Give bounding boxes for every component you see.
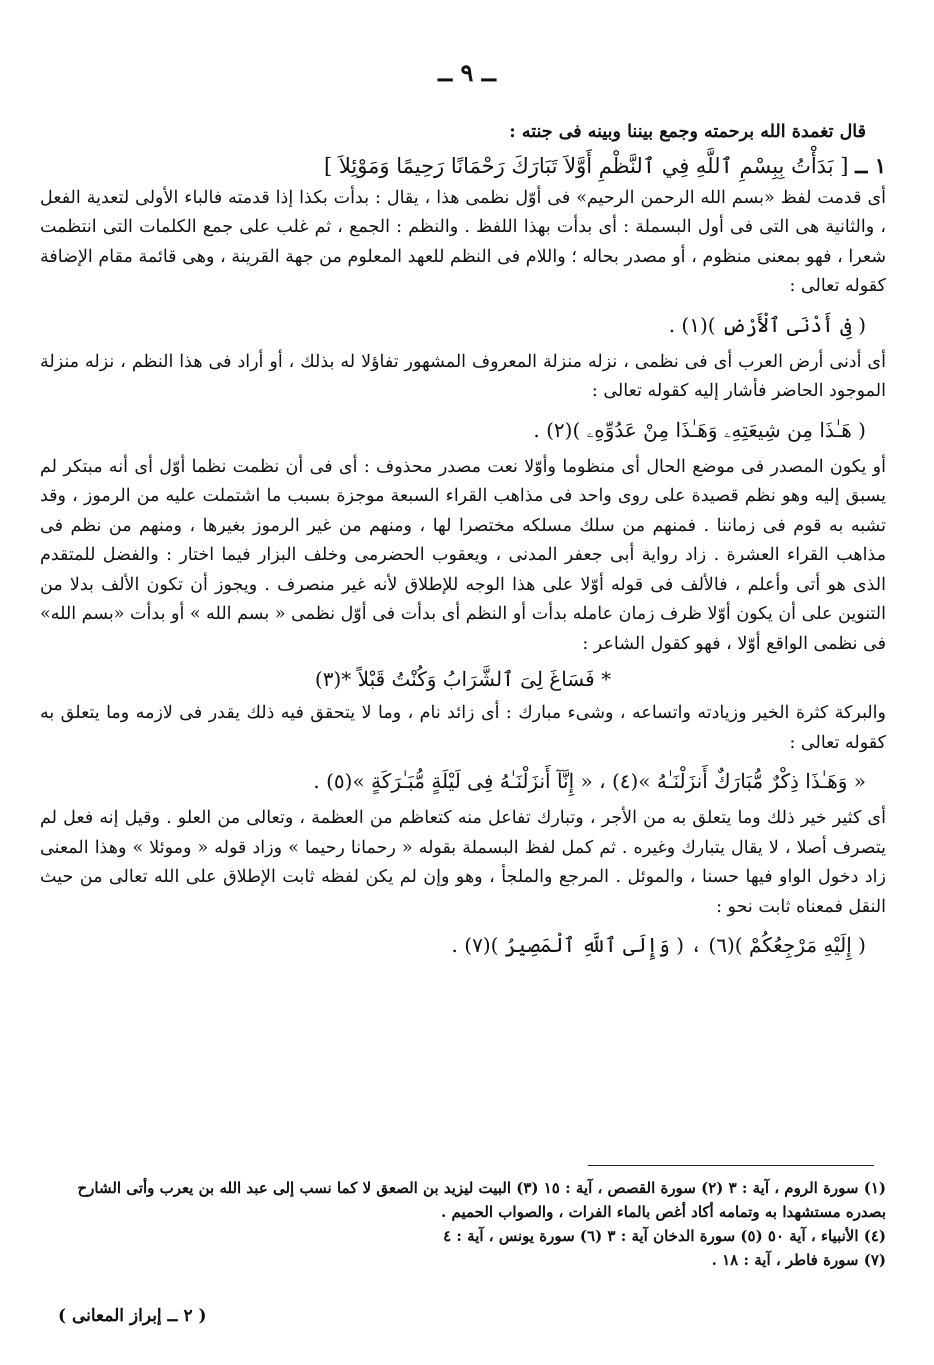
main-text [40, 118, 886, 968]
quran-quote: ( إِلَيْهِ مَرْجِعُكُمْ )(٦) ، ( وَإِلَى ٱللَّهِ ٱلْمَصِيرُ )(٧) . [451, 933, 866, 957]
intro-line: قال تغمدة الله برحمته وجمع بيننا وبينه فى جنته : [509, 122, 866, 142]
footnote-divider [588, 1165, 874, 1166]
quran-quote: ( هَـٰذَا مِن شِيعَتِهِۦ وَهَـٰذَا مِنْ عَدُوِّهِۦ )(٢) . [533, 417, 866, 442]
footnote-line: (٧) سورة فاطر ، آية : ١٨ . [711, 1251, 886, 1269]
commentary-paragraph: أى قدمت لفظ «بسم الله الرحمن الرحيم» فى أوّل نظمى هذا ، يقال : بدأت بكذا إذا قدمته فالباء الأولى لتعدية الفعل ، والثانية هى التى فى أول البسملة : أى بدأت بهذا اللفظ . والنظم : الجمع ، ثم غلب على جمع الكلمات التى انتظمت شعرا ، فهو بمعنى منظوم ، أو مصدر بحاله ؛ واللام فى النظم للعهد المعلوم من جهة القرينة ، وهى قائمة مقام الإضافة كقوله تعالى : [40, 187, 886, 296]
footnote-line: (١) سورة الروم ، آية : ٣ (٢) سورة القصص ، آية : ١٥ (٣) البيت ليزيد بن الصعق لا كما نسب إلى عبد الله بن يعرب وأتى الشارح بصدره مستشهدا به وتمامه أكاد أغص بالماء الفرات ، والصواب الحميم . [77, 1179, 886, 1221]
footnotes [40, 1176, 886, 1272]
commentary-paragraph: أى أدنى أرض العرب أى فى نظمى ، نزله منزلة المعروف المشهور تفاؤلا له بذلك ، أو أراد فى هذا النظم ، نزله منزلة الموجود الحاضر فأشار إليه كقوله تعالى : [40, 351, 886, 401]
verse-text: [ بَدَأْتُ بِبِسْمِ ٱللَّهِ فِي ٱلنَّظْمِ أَوَّلاَ تَبَارَكَ رَحْمَانًا رَحِيمًا وَمَوْئِلاَ ] [324, 153, 849, 178]
commentary-paragraph: أو يكون المصدر فى موضع الحال أى منظوما وأوّلا نعت مصدر محذوف : أى فى أن نظمت نظما أوّل أى أنه مبتكر لم يسبق إليه وهو نظم قصيدة على روى واحد فى مذاهب القراء السبعة موجزة بسبب ما اشتملت عليه من الرموز ، وقد تشبه به قوم فى زماننا . فمنهم من سلك مسلكه مختصرا لها ، ومنهم من غير الرموز بغيرها ، ومنهم من نظم فى مذاهب القراء العشرة . زاد رواية أبى جعفر المدنى ، ويعقوب الحضرمى وخلف البزار فيما اختار : والفضل للمتقدم الذى هو أتى وأعلم ، فالألف فى قوله أوّلا على هذا الوجه للإطلاق لأنه غير منصرف . ويجوز أن تكون الألف بدلا من التنوين على أن يكون أوّلا ظرف زمان عامله بدأت أو النظم أى بدأت فى أوّل نظمى « بسم الله » أو بدأت «بسم الله» فى نظمى الواقع أوّلا ، فهو كقول الشاعر : [40, 456, 886, 654]
book-signature: ( ٢ ــ إبراز المعانى ) [58, 1306, 207, 1326]
page-number: ــ ٩ ــ [438, 58, 496, 87]
poetry-quote: * فَسَاغَ لِىَ ٱلشَّرَابُ وَكُنْتُ قَبْلاً *(٣) [314, 667, 612, 691]
verse-number: ١ ــ [855, 152, 886, 178]
verse-line [40, 148, 886, 184]
commentary-paragraph: والبركة كثرة الخير وزيادته واتساعه ، وشىء مبارك : أى زائد نام ، وما لا يتحقق فيه ذلك يقدر فى لازمه وما يتعلق به كقوله تعالى : [40, 703, 886, 753]
footnote-line: (٤) الأنبياء ، آية ٥٠ (٥) سورة الدخان آية : ٣ (٦) سورة يونس ، آية : ٤ [443, 1227, 886, 1245]
quran-quote: ( فِى أَدْنَى ٱلْأَرْضِ )(١) . [668, 312, 866, 337]
quran-quote: « وَهَـٰذَا ذِكْرٌ مُّبَارَكٌ أَنزَلْنَـٰهُ »(٤) ، « إِنَّآ أَنزَلْنَـٰهُ فِى لَيْلَةٍ مُّبَـٰرَكَةٍ »(٥) . [313, 769, 866, 793]
commentary-paragraph: أى كثير خير ذلك وما يتعلق به من الأجر ، وتبارك تفاعل منه كتعاظم من العظمة ، وتعالى من العلو . وقيل إنه فعل لم يتصرف أصلا ، لا يقال يتبارك وغيره . ثم كمل لفظ البسملة بقوله « رحمانا رحيما » وزاد قوله « وموئلا » وهذا المعنى زاد دخول الواو فيها حسنا ، والموئل . المرجع والملجأ ، وهو وإن لم يكن لفظه ثابت الإطلاق على الله تعالى من حيث النقل فمعناه ثابت نحو : [40, 808, 886, 917]
